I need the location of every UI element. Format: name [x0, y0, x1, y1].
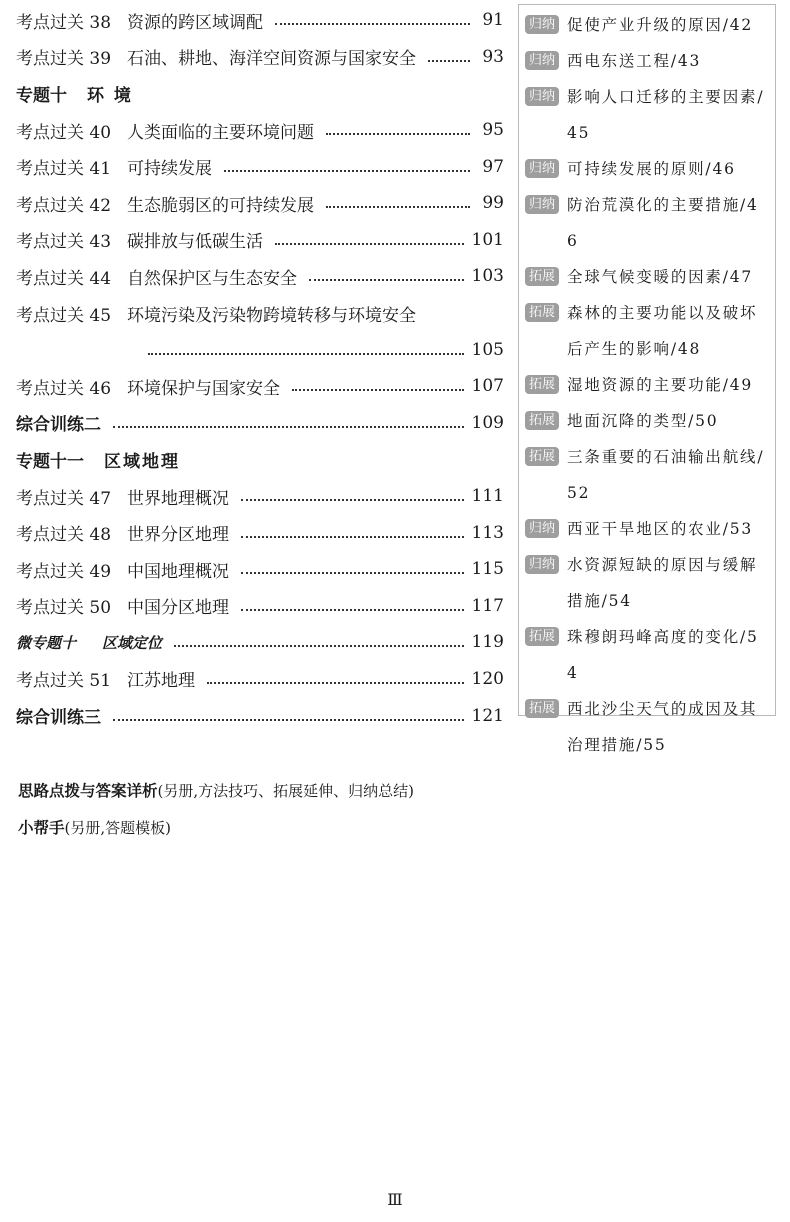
toc-entry[interactable]	[16, 258, 504, 295]
toc-entry-page: 119	[471, 632, 504, 653]
toc-entry-page: 91	[482, 10, 504, 31]
toc-entry[interactable]	[16, 368, 504, 405]
toc-entry-page: 101	[471, 229, 504, 250]
summary-item-text: 西亚干旱地区的农业/53	[567, 520, 754, 538]
toc-entry[interactable]	[16, 478, 504, 515]
summary-tag-badge: 归纳	[525, 195, 559, 214]
answer-booklet-desc: (另册,方法技巧、拓展延伸、归纳总结)	[157, 782, 414, 800]
toc-entry-label: 考点过关 49	[16, 561, 112, 582]
toc-entry-label: 考点过关 41	[16, 159, 112, 180]
summary-item[interactable]	[525, 403, 769, 439]
summary-item-text: 水资源短缺的原因与缓解措施/54	[567, 556, 758, 610]
summary-tag-badge: 拓展	[525, 699, 559, 718]
toc-entry-label: 考点过关 40	[16, 122, 112, 143]
toc-entry-page: 93	[482, 46, 504, 67]
toc-entry-page: 99	[482, 193, 504, 214]
summary-item[interactable]	[525, 439, 769, 511]
dot-leader	[326, 206, 470, 208]
table-of-contents	[16, 2, 504, 734]
toc-entry-title: 区域定位	[102, 633, 163, 652]
toc-entry-title: 可持续发展	[127, 159, 213, 180]
toc-entry-title: 中国地理概况	[127, 561, 230, 582]
toc-entry-label: 考点过关 46	[16, 378, 112, 399]
toc-entry-title: 自然保护区与生态安全	[127, 268, 298, 289]
summary-item[interactable]	[525, 187, 769, 259]
summary-item-text: 西电东送工程/43	[567, 52, 702, 70]
toc-entry-page: 105	[471, 339, 504, 360]
dot-leader	[113, 719, 464, 721]
summary-tag-badge: 归纳	[525, 519, 559, 538]
toc-entry-page: 113	[471, 522, 504, 543]
dot-leader	[241, 572, 464, 574]
helper-booklet-title: 小帮手	[18, 818, 65, 837]
summary-item-text: 影响人口迁移的主要因素/45	[567, 88, 765, 142]
toc-entry[interactable]	[16, 185, 504, 222]
summary-item[interactable]	[525, 7, 769, 43]
toc-entry-page: 115	[471, 559, 504, 580]
toc-entry[interactable]	[16, 405, 504, 442]
dot-leader	[275, 23, 470, 25]
toc-entry-title: 江苏地理	[127, 671, 196, 692]
summary-item[interactable]	[525, 511, 769, 547]
summary-item[interactable]	[525, 151, 769, 187]
summary-item-text: 三条重要的石油输出航线/52	[567, 448, 765, 502]
toc-entry-title: 人类面临的主要环境问题	[127, 122, 315, 143]
dot-leader	[113, 426, 464, 428]
toc-entry-page: 111	[471, 486, 504, 507]
toc-entry[interactable]	[16, 2, 504, 39]
toc-entry-title: 环 境	[87, 85, 133, 106]
summary-item-text: 可持续发展的原则/46	[567, 160, 736, 178]
dot-leader	[207, 682, 464, 684]
summary-tag-badge: 拓展	[525, 627, 559, 646]
toc-entry-label: 考点过关 39	[16, 49, 112, 70]
summary-item-text: 珠穆朗玛峰高度的变化/54	[567, 628, 759, 682]
section-heading	[16, 75, 504, 112]
toc-entry-page: 121	[471, 705, 504, 726]
toc-entry-title: 环境污染及污染物跨境转移与环境安全	[127, 305, 417, 326]
summary-tag-badge: 拓展	[525, 303, 559, 322]
summary-tag-badge: 归纳	[525, 51, 559, 70]
answer-booklet-title: 思路点拨与答案详析	[18, 781, 158, 800]
dot-leader	[241, 536, 464, 538]
dot-leader	[224, 170, 470, 172]
toc-entry-page: 95	[482, 120, 504, 141]
summary-tag-badge: 归纳	[525, 159, 559, 178]
toc-entry-label: 考点过关 50	[16, 598, 112, 619]
toc-entry-page: 120	[471, 668, 504, 689]
toc-entry-label: 综合训练二	[16, 415, 101, 436]
summary-item-text: 全球气候变暖的因素/47	[567, 268, 754, 286]
toc-entry-title: 中国分区地理	[127, 598, 230, 619]
toc-entry-title: 环境保护与国家安全	[127, 378, 281, 399]
summary-tag-badge: 拓展	[525, 267, 559, 286]
summary-tag-badge: 归纳	[525, 15, 559, 34]
summary-tag-badge: 拓展	[525, 375, 559, 394]
summary-item[interactable]	[525, 691, 769, 763]
toc-entry-page: 109	[471, 412, 504, 433]
summary-item-text: 地面沉降的类型/50	[567, 412, 719, 430]
helper-booklet-desc: (另册,答题模板)	[64, 819, 171, 837]
toc-entry-title: 世界地理概况	[127, 488, 230, 509]
toc-entry-title: 世界分区地理	[127, 525, 230, 546]
answer-booklet-note	[18, 779, 414, 801]
page-number: Ⅲ	[387, 1190, 403, 1209]
toc-entry-continuation[interactable]	[16, 331, 504, 368]
toc-entry-label: 考点过关 43	[16, 232, 112, 253]
toc-entry[interactable]	[16, 148, 504, 185]
toc-entry-page: 97	[482, 156, 504, 177]
dot-leader	[309, 279, 464, 281]
toc-entry-title: 石油、耕地、海洋空间资源与国家安全	[127, 49, 417, 70]
toc-entry[interactable]	[16, 39, 504, 76]
summary-item[interactable]	[525, 619, 769, 691]
toc-entry[interactable]	[16, 588, 504, 625]
summary-tag-badge: 归纳	[525, 87, 559, 106]
toc-entry[interactable]	[16, 112, 504, 149]
dot-leader	[275, 243, 464, 245]
toc-entry[interactable]	[16, 661, 504, 698]
toc-entry-label: 专题十	[16, 85, 67, 106]
toc-entry-label: 考点过关 38	[16, 12, 112, 33]
summary-item[interactable]	[525, 367, 769, 403]
toc-entry-title: 生态脆弱区的可持续发展	[127, 195, 315, 216]
dot-leader	[241, 499, 464, 501]
dot-leader	[326, 133, 470, 135]
toc-entry-label: 专题十一	[16, 451, 84, 472]
toc-entry[interactable]	[16, 295, 504, 332]
toc-entry-page: 117	[471, 595, 504, 616]
toc-entry[interactable]	[16, 624, 504, 661]
toc-entry[interactable]	[16, 697, 504, 734]
summary-item[interactable]	[525, 43, 769, 79]
summary-item-text: 西北沙尘天气的成因及其治理措施/55	[567, 700, 758, 754]
summary-item-text: 森林的主要功能以及破坏后产生的影响/48	[567, 304, 758, 358]
toc-entry-label: 考点过关 48	[16, 525, 112, 546]
toc-entry-label: 综合训练三	[16, 708, 101, 729]
section-heading	[16, 441, 504, 478]
toc-entry-title: 碳排放与低碳生活	[127, 232, 264, 253]
toc-entry[interactable]	[16, 514, 504, 551]
toc-entry-label: 考点过关 47	[16, 488, 112, 509]
dot-leader	[148, 353, 464, 355]
dot-leader	[174, 645, 464, 647]
toc-entry[interactable]	[16, 551, 504, 588]
toc-entry-title: 资源的跨区域调配	[127, 12, 264, 33]
summary-item[interactable]	[525, 295, 769, 367]
dot-leader	[241, 609, 464, 611]
dot-leader	[292, 389, 464, 391]
summary-sidebar	[518, 4, 776, 754]
toc-entry-title: 区域地理	[104, 451, 180, 472]
summary-item-text: 防治荒漠化的主要措施/46	[567, 196, 759, 250]
summary-item[interactable]	[525, 547, 769, 619]
toc-entry-label: 考点过关 45	[16, 305, 112, 326]
summary-item[interactable]	[525, 79, 769, 151]
summary-tag-badge: 归纳	[525, 555, 559, 574]
toc-entry[interactable]	[16, 222, 504, 259]
toc-entry-label: 考点过关 42	[16, 195, 112, 216]
summary-item-text: 促使产业升级的原因/42	[567, 16, 754, 34]
toc-entry-label: 考点过关 44	[16, 268, 112, 289]
summary-item[interactable]	[525, 259, 769, 295]
summary-tag-badge: 拓展	[525, 447, 559, 466]
toc-entry-label: 考点过关 51	[16, 671, 112, 692]
summary-tag-badge: 拓展	[525, 411, 559, 430]
dot-leader	[428, 60, 470, 62]
toc-entry-label: 微专题十	[16, 633, 77, 652]
toc-entry-page: 103	[471, 266, 504, 287]
helper-booklet-note	[18, 816, 171, 838]
toc-entry-page: 107	[471, 376, 504, 397]
summary-item-text: 湿地资源的主要功能/49	[567, 376, 754, 394]
